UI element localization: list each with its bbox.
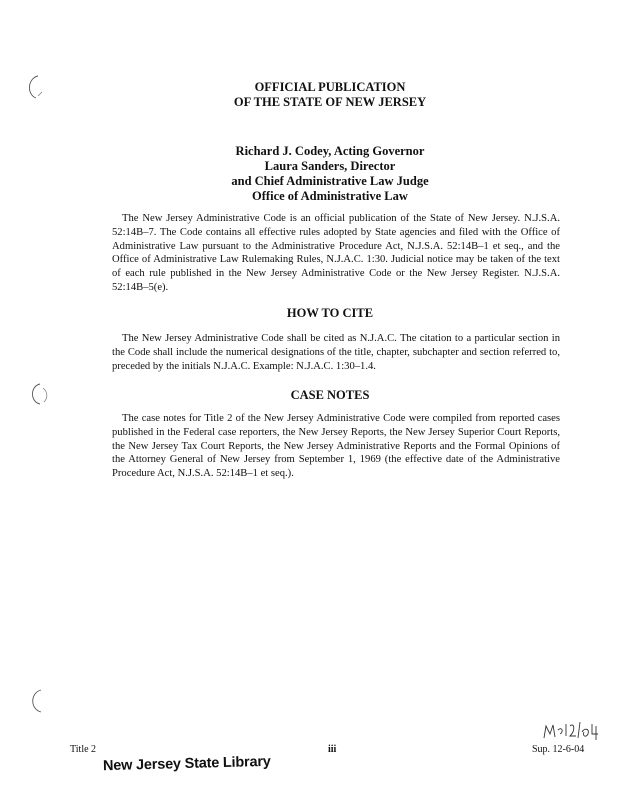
- director-line: Laura Sanders, Director: [264, 159, 396, 173]
- governor-line: Richard J. Codey, Acting Governor: [235, 144, 425, 158]
- intro-paragraph: The New Jersey Administrative Code is an official publication of the State of New Jersey. N.J.S.A. 52:14B–7. The Code contains all effective rules adopted by State agencies and filed with the Office of Administrative Law pursuant to the Administrative Procedure Act, N.J.S.A. 52:14B–1 et seq., and the Office of Administrative Law Rulemaking Rules, N.J.A.C. 1:30. Judicial notice may be taken of the text of each rule published in the New Jersey Administrative Code or the New Jersey Register. N.J.S.A. 52:14B–5(e).: [112, 213, 560, 293]
- authority-block: [110, 144, 550, 204]
- punch-hole-icon: [24, 74, 46, 100]
- case-notes-heading: CASE NOTES: [290, 388, 370, 402]
- judge-line: and Chief Administrative Law Judge: [231, 174, 429, 188]
- how-to-cite-heading: HOW TO CITE: [286, 306, 374, 320]
- office-line: Office of Administrative Law: [252, 189, 408, 203]
- footer-title: Title 2: [70, 744, 97, 755]
- page-number: iii: [328, 744, 337, 755]
- case-notes-paragraph: The case notes for Title 2 of the New Jersey Administrative Code were compiled from reported cases published in the Federal case reporters, the New Jersey Reports, the New Jersey Superior Court Reports, the New Jersey Tax Court Reports, the New Jersey Administrative Reports and the Formal Opinions of the Attorney General of New Jersey from September 1, 1969 (the effective date of the Administrative Procedure Act, N.J.S.A. 52:14B–1 et seq.).: [112, 413, 560, 480]
- punch-hole-icon: [28, 688, 50, 714]
- punch-hole-icon: [28, 382, 50, 408]
- handwritten-note: [542, 718, 602, 744]
- supplement-date: Sup. 12-6-04: [532, 744, 585, 755]
- publication-title: [110, 80, 550, 110]
- library-stamp: New Jersey State Library: [102, 753, 271, 775]
- how-to-cite-paragraph: The New Jersey Administrative Code shall be cited as N.J.A.C. The citation to a particular section in the Code shall include the numerical designations of the title, chapter, subchapter and section referred to, preceded by the initials N.J.A.C. Example: N.J.A.C. 1:30–1.4.: [112, 333, 560, 372]
- title-line-2: OF THE STATE OF NEW JERSEY: [233, 95, 427, 109]
- title-line-1: OFFICIAL PUBLICATION: [254, 80, 406, 94]
